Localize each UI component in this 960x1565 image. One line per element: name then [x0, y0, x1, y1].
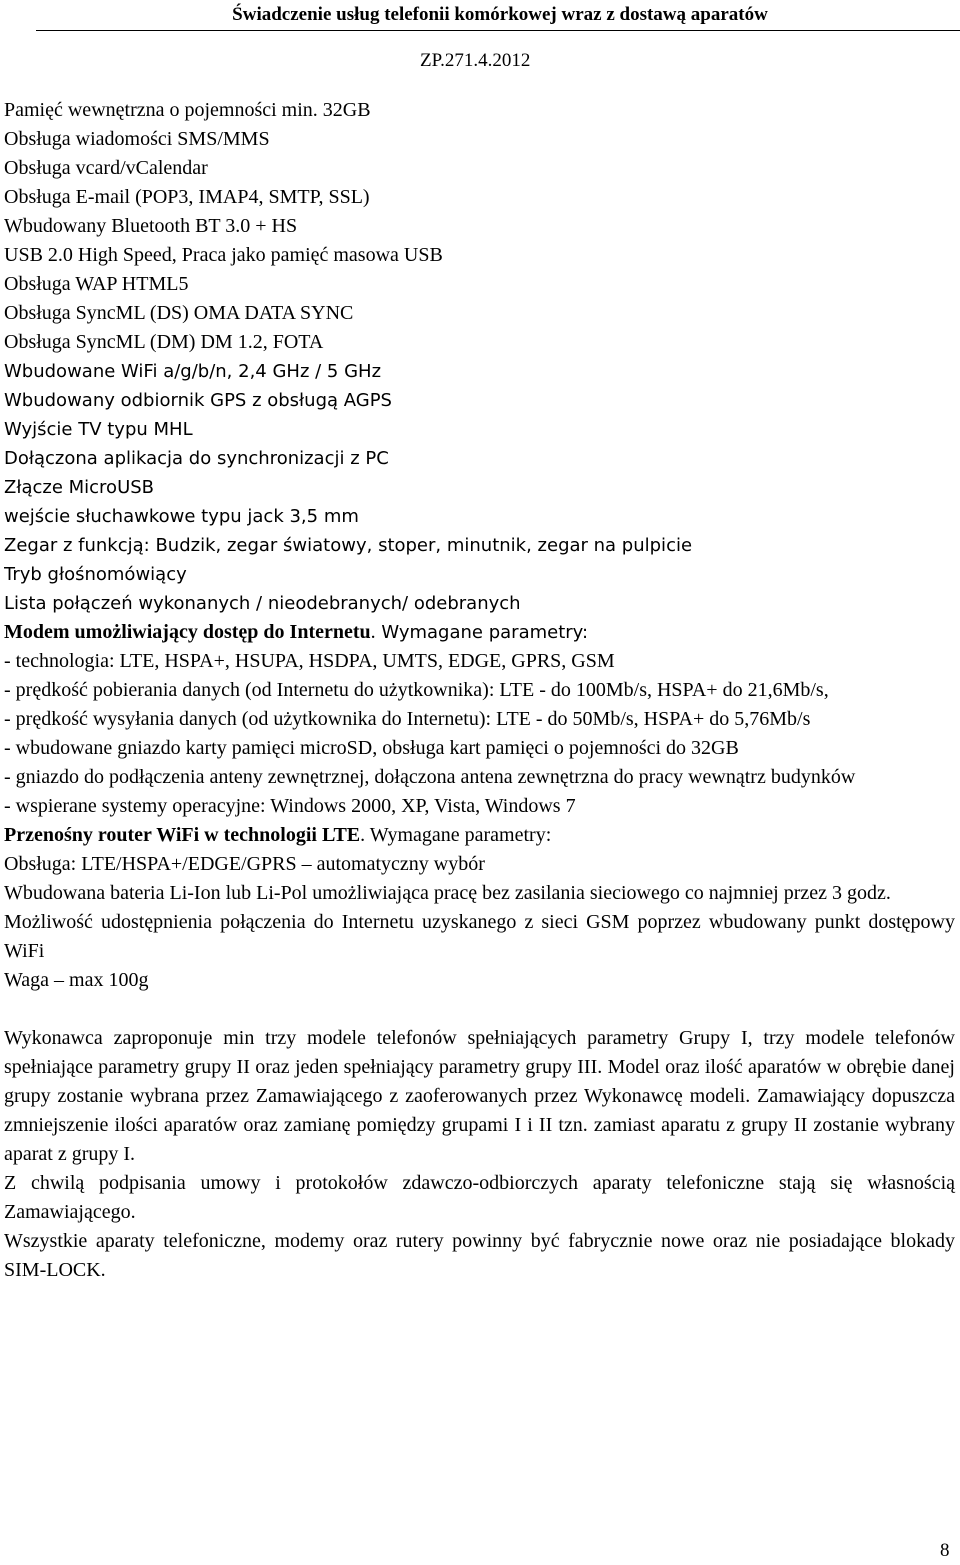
- modem-item: - technologia: LTE, HSPA+, HSUPA, HSDPA, UMTS, EDGE, GPRS, GSM: [4, 650, 615, 672]
- router-item: Możliwość udostępnienia połączenia do Internetu uzyskanego z sieci GSM poprzez wbudowany punkt dostępowy WiFi: [4, 911, 955, 962]
- modem-heading: Modem umożliwiający dostęp do Internetu: [4, 621, 371, 643]
- document-reference-number: ZP.271.4.2012: [420, 50, 531, 71]
- router-item: Wbudowana bateria Li-Ion lub Li-Pol umożliwiająca pracę bez zasilania sieciowego co najmniej przez 3 godz.: [4, 882, 891, 904]
- closing-paragraph: Wykonawca zaproponuje min trzy modele telefonów spełniających parametry Grupy I, trzy modele telefonów spełniające parametry grupy II oraz jeden spełniający parametry grupy III. Model oraz ilość aparatów w obrębie danej grupy zostanie wybrana przez Zamawiającego z zaoferowanych przez Wykonawcę modeli. Zamawiający dopuszcza zmniejszenie ilości aparatów oraz zamianę pomiędzy grupami I i II tzn. zamiast aparatu z grupy II zostanie wybrany aparat z grupy I.: [4, 1027, 955, 1165]
- modem-item: - wspierane systemy operacyjne: Windows 2000, XP, Vista, Windows 7: [4, 795, 576, 817]
- spec-line: USB 2.0 High Speed, Praca jako pamięć masowa USB: [4, 244, 443, 266]
- modem-section: [4, 618, 955, 821]
- spec-line: Obsługa wiadomości SMS/MMS: [4, 128, 270, 150]
- modem-heading-suffix: .: [370, 621, 376, 643]
- spec-line: Dołączona aplikacja do synchronizacji z PC: [4, 448, 389, 469]
- paragraph-gap: [4, 995, 955, 1024]
- page-number: 8: [940, 1540, 950, 1561]
- spec-line: Wbudowany Bluetooth BT 3.0 + HS: [4, 215, 298, 237]
- modem-heading-line: [4, 618, 955, 647]
- spec-line: Lista połączeń wykonanych / nieodebranych/ odebranych: [4, 593, 521, 614]
- header-divider: [36, 30, 960, 31]
- modem-intro: Wymagane parametry:: [375, 622, 589, 643]
- spec-list-sans: [4, 357, 955, 618]
- spec-line: Złącze MicroUSB: [4, 477, 155, 498]
- modem-item: - prędkość pobierania danych (od Internetu do użytkownika): LTE - do 100Mb/s, HSPA+ do 21,6Mb/s,: [4, 679, 829, 701]
- modem-item: - wbudowane gniazdo karty pamięci microSD, obsługa kart pamięci o pojemności do 32GB: [4, 737, 739, 759]
- spec-line: Obsługa vcard/vCalendar: [4, 157, 208, 179]
- spec-line: Obsługa SyncML (DS) OMA DATA SYNC: [4, 302, 354, 324]
- document-header-title: Świadczenie usług telefonii komórkowej wraz z dostawą aparatów: [232, 4, 768, 25]
- document-body: [4, 96, 955, 1285]
- spec-list-serif: [4, 96, 955, 357]
- router-section: [4, 821, 955, 995]
- spec-line: Wbudowane WiFi a/g/b/n, 2,4 GHz / 5 GHz: [4, 361, 382, 382]
- spec-line: Zegar z funkcją: Budzik, zegar światowy, stoper, minutnik, zegar na pulpicie: [4, 535, 693, 556]
- spec-line: Wbudowany odbiornik GPS z obsługą AGPS: [4, 390, 392, 411]
- spec-line: Obsługa E-mail (POP3, IMAP4, SMTP, SSL): [4, 186, 370, 208]
- router-heading-line: [4, 821, 955, 850]
- modem-item: - gniazdo do podłączenia anteny zewnętrznej, dołączona antena zewnętrzna do pracy wewnątrz budynków: [4, 766, 856, 788]
- spec-line: Wyjście TV typu MHL: [4, 419, 193, 440]
- router-item: Waga – max 100g: [4, 969, 149, 991]
- router-item: Obsługa: LTE/HSPA+/EDGE/GPRS – automatyczny wybór: [4, 853, 485, 875]
- closing-paragraph: Z chwilą podpisania umowy i protokołów zdawczo-odbiorczych aparaty telefoniczne stają się własnością Zamawiającego.: [4, 1172, 955, 1223]
- spec-line: Obsługa WAP HTML5: [4, 273, 189, 295]
- closing-paragraph: Wszystkie aparaty telefoniczne, modemy oraz rutery powinny być fabrycznie nowe oraz nie posiadające blokady SIM-LOCK.: [4, 1230, 955, 1281]
- router-heading-suffix: .: [360, 824, 366, 846]
- closing-section: [4, 1024, 955, 1285]
- router-heading: Przenośny router WiFi w technologii LTE: [4, 824, 361, 846]
- spec-line: Pamięć wewnętrzna o pojemności min. 32GB: [4, 99, 371, 121]
- modem-item: - prędkość wysyłania danych (od użytkownika do Internetu): LTE - do 50Mb/s, HSPA+ do 5,76Mb/s: [4, 708, 811, 730]
- spec-line: wejście słuchawkowe typu jack 3,5 mm: [4, 506, 359, 527]
- spec-line: Obsługa SyncML (DM) DM 1.2, FOTA: [4, 331, 324, 353]
- router-intro: Wymagane parametry:: [365, 824, 552, 846]
- spec-line: Tryb głośnomówiący: [4, 564, 187, 585]
